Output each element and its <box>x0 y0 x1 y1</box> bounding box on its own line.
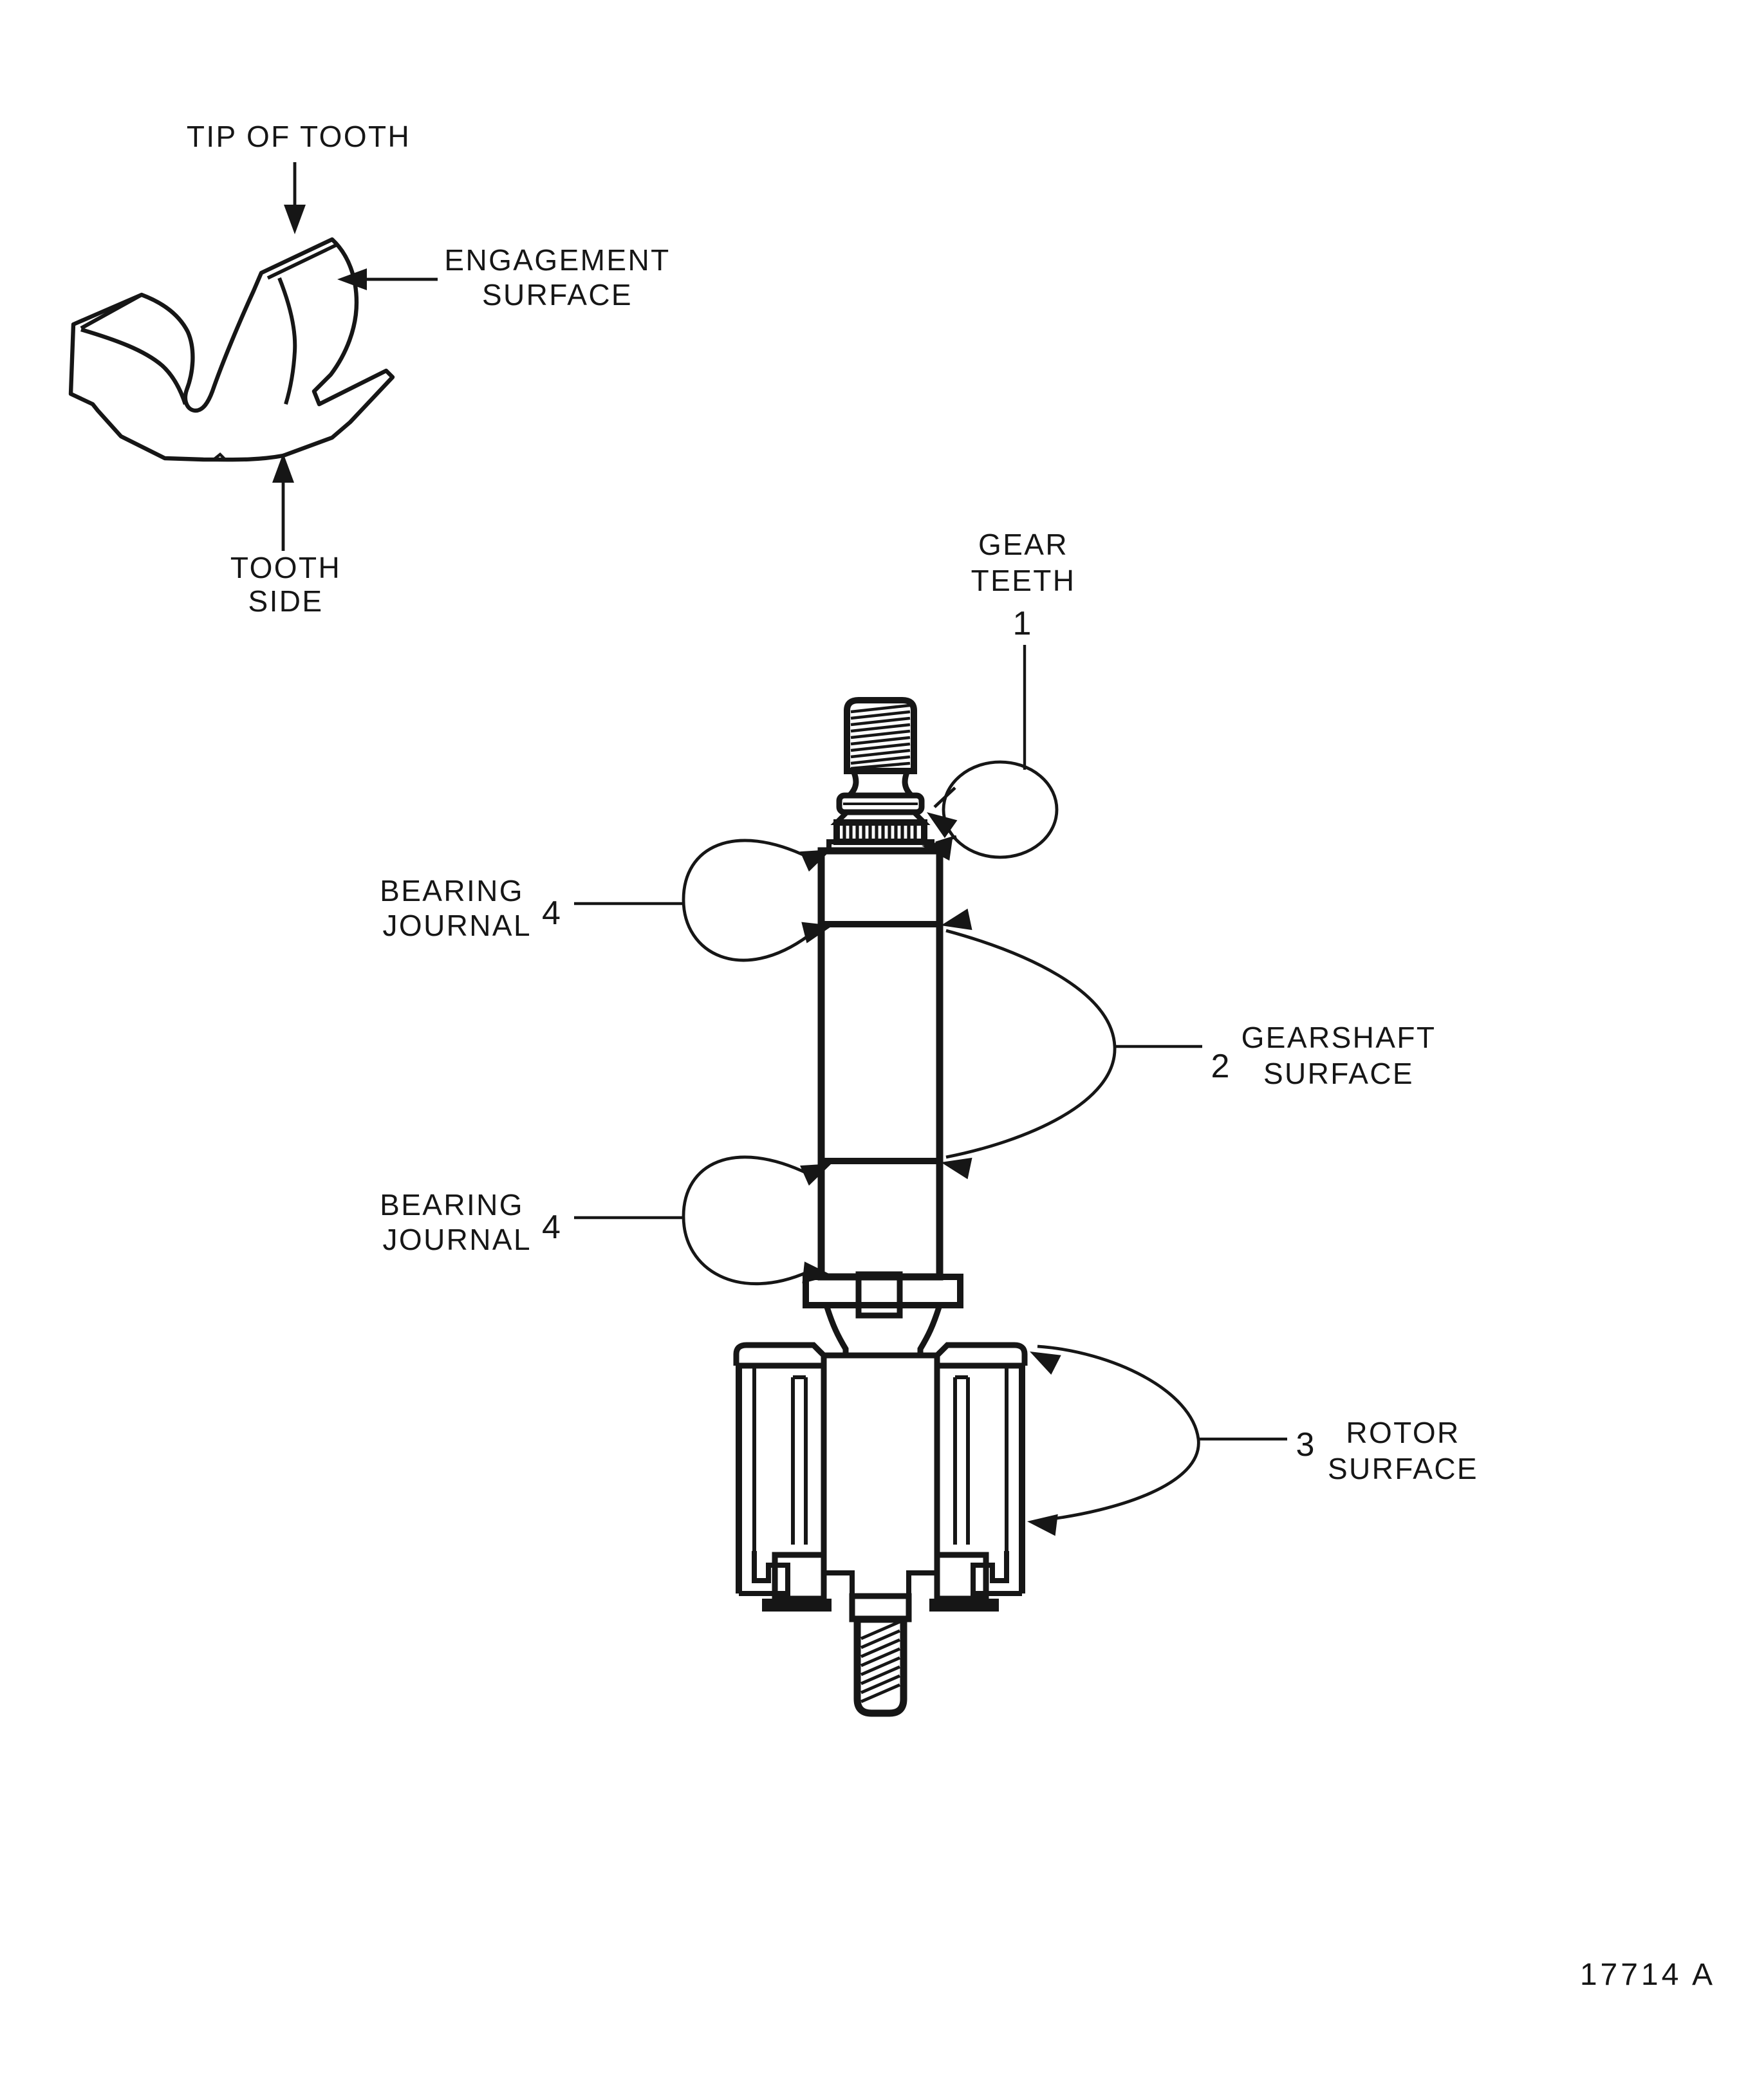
bearing-journal-lower-number: 4 <box>542 1209 561 1246</box>
hub-shoulders <box>824 1573 937 1596</box>
rotor-cap-left <box>736 1345 824 1366</box>
rotor-surface-number: 3 <box>1296 1426 1315 1463</box>
gear-teeth-label-line2: TEETH <box>971 564 1076 597</box>
gear-tooth-sketch <box>71 239 393 460</box>
gear-teeth-serrations <box>844 825 915 839</box>
rotor-cap-right <box>937 1345 1025 1366</box>
shaft-body <box>821 851 940 1277</box>
figure-number: 17714 A <box>1579 1958 1716 1992</box>
arrow-icon <box>1026 1510 1058 1536</box>
rotor-section <box>736 1345 1025 1612</box>
gearshaft-drawing <box>736 700 1025 1713</box>
rotor-surface-callout <box>1025 1342 1478 1536</box>
top-thread-hatch <box>851 705 910 768</box>
foot-plate-left <box>762 1599 832 1612</box>
engagement-surface-label-line2: SURFACE <box>481 278 633 311</box>
tooth-side-label-line2: SIDE <box>248 584 324 618</box>
bottom-thread-hatch <box>861 1622 900 1702</box>
bearing-journal-lower-label-line2: JOURNAL <box>382 1223 532 1256</box>
bearing-journal-upper-label-line1: BEARING <box>380 874 524 907</box>
tooth-face-divider <box>279 278 295 404</box>
flange-key <box>859 1274 900 1315</box>
bearing-journal-upper-number: 4 <box>542 895 561 932</box>
tooth-valley-curve <box>81 330 185 404</box>
bearing-journal-upper-label-line2: JOURNAL <box>382 909 532 942</box>
rotor-surface-label-line1: ROTOR <box>1346 1416 1460 1449</box>
gear-teeth-loop <box>944 762 1057 857</box>
gearshaft-surface-label-line1: GEARSHAFT <box>1241 1021 1436 1054</box>
gear-teeth-number: 1 <box>1012 605 1032 642</box>
bearing-journal-upper-callout <box>380 839 836 960</box>
tooth-side-callout <box>230 453 341 618</box>
tip-of-tooth-label: TIP OF TOOTH <box>186 120 411 153</box>
tooth-side-label-line1: TOOTH <box>230 551 342 584</box>
bearing-journal-lower-callout <box>380 1153 836 1286</box>
gearshaft-surface-callout <box>938 909 1436 1179</box>
gearshaft-surface-label-line2: SURFACE <box>1263 1057 1415 1090</box>
bearing-journal-lower-loop <box>683 1157 808 1284</box>
engagement-surface-label-line1: ENGAGEMENT <box>444 243 671 277</box>
bearing-journal-upper-loop <box>683 841 808 960</box>
tooth-tip-face-edge <box>268 245 337 278</box>
stud-neck <box>850 771 911 795</box>
gearshaft-surface-loop <box>946 931 1115 1157</box>
rotor-recess-left <box>793 1377 806 1545</box>
tooth-outline <box>71 239 393 460</box>
tooth-ridge-line <box>81 295 142 328</box>
gear-teeth-callout <box>920 528 1076 860</box>
tip-of-tooth-callout <box>187 120 411 234</box>
down-arrow-icon <box>284 205 306 234</box>
shaft-flange <box>806 1277 960 1305</box>
rotor-surface-loop <box>1037 1346 1198 1520</box>
rotor-surface-label-line2: SURFACE <box>1327 1452 1479 1485</box>
gear-teeth-label-line1: GEAR <box>978 528 1068 561</box>
foot-plate-right <box>929 1599 999 1612</box>
bearing-journal-lower-label-line1: BEARING <box>380 1188 524 1222</box>
rotor-recess-right <box>955 1377 968 1545</box>
engagement-surface-callout <box>337 243 671 311</box>
gearshaft-surface-number: 2 <box>1211 1048 1230 1085</box>
